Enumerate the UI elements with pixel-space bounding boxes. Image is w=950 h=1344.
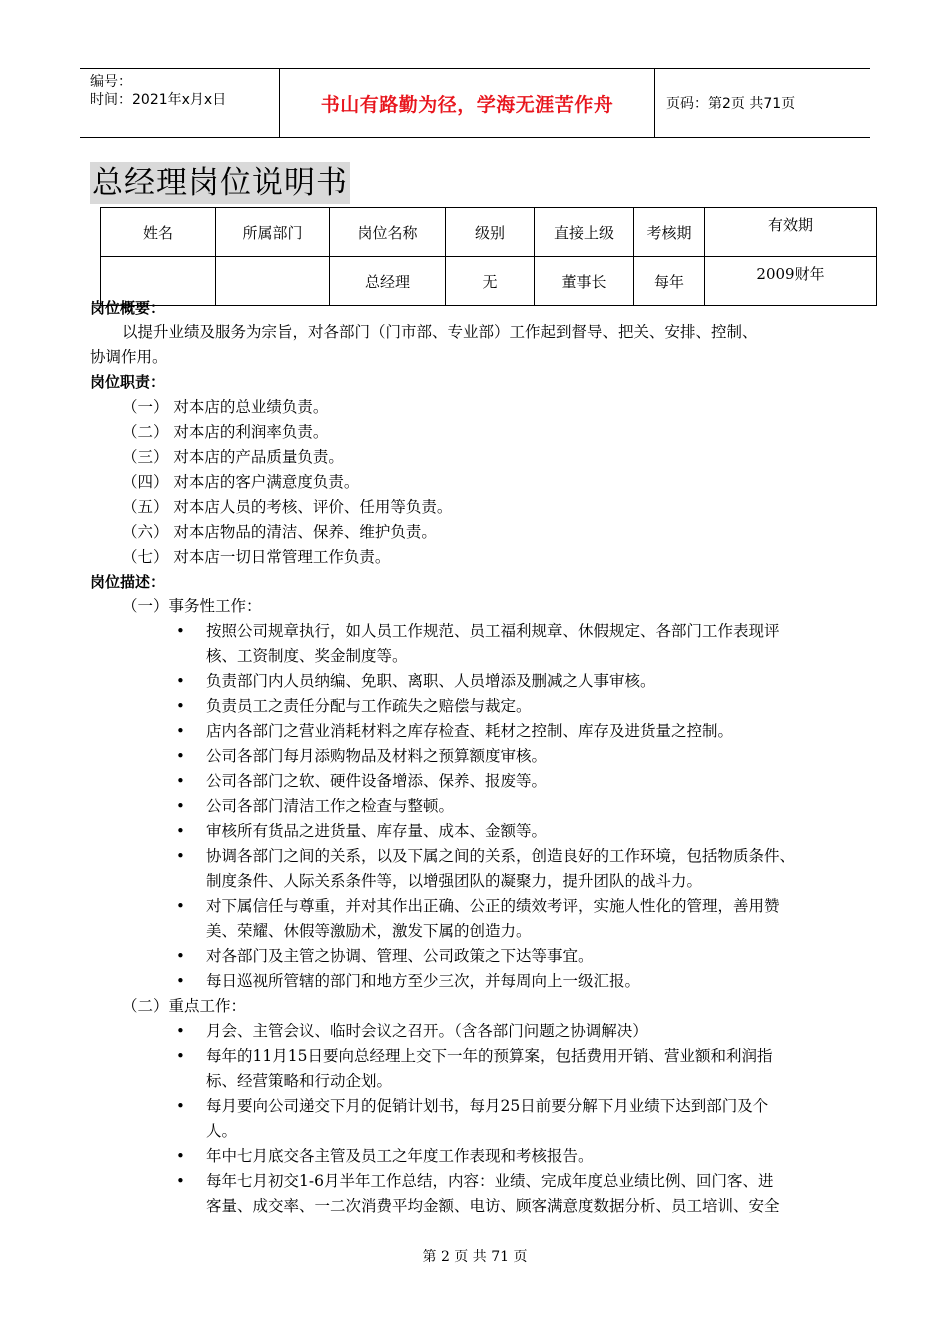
list-item: 负责员工之责任分配与工作疏失之赔偿与裁定。 — [206, 697, 532, 715]
td-validity: 2009财年 — [705, 257, 877, 306]
th-position: 岗位名称 — [330, 208, 446, 257]
bullet-icon: • — [176, 672, 185, 690]
bullet-icon: • — [176, 972, 185, 990]
th-level: 级别 — [446, 208, 535, 257]
th-supervisor: 直接上级 — [535, 208, 634, 257]
list-item: 每年的11月15日要向总经理上交下一年的预算案，包括费用开销、营业额和利润指 标、经营策略和行动企划。 — [206, 1047, 773, 1090]
bullet-icon: • — [176, 947, 185, 965]
duty-item: （三） 对本店的产品质量负责。 — [122, 448, 344, 466]
list-item: 协调各部门之间的关系，以及下属之间的关系，创造良好的工作环境，包括物质条件、 制度条件、人际关系条件等，以增强团队的凝聚力，提升团队的战斗力。 — [206, 847, 796, 890]
bullet-icon: • — [176, 1022, 185, 1040]
list-item: 每日巡视所管辖的部门和地方至少三次，并每周向上一级汇报。 — [206, 972, 641, 990]
list-item: 年中七月底交各主管及员工之年度工作表现和考核报告。 — [206, 1147, 594, 1165]
list-item: 公司各部门之软、硬件设备增添、保养、报废等。 — [206, 772, 548, 790]
td-review-period: 每年 — [634, 257, 705, 306]
duty-item: （六） 对本店物品的清洁、保养、维护负责。 — [122, 523, 437, 541]
td-department — [216, 257, 330, 306]
list-item: 负责部门内人员纳编、免职、离职、人员增添及删减之人事审核。 — [206, 672, 656, 690]
th-review-period: 考核期 — [634, 208, 705, 257]
overview-heading: 岗位概要： — [90, 299, 166, 317]
duty-item: （四） 对本店的客户满意度负责。 — [122, 473, 360, 491]
td-position: 总经理 — [330, 257, 446, 306]
duty-item: （二） 对本店的利润率负责。 — [122, 423, 329, 441]
page-footer: 第 2 页 共 71 页 — [422, 1249, 528, 1265]
overview-line-1: 以提升业绩及服务为宗旨，对各部门（门市部、专业部）工作起到督导、把关、安排、控制、 — [122, 323, 758, 341]
th-department: 所属部门 — [216, 208, 330, 257]
duty-item: （一） 对本店的总业绩负责。 — [122, 398, 329, 416]
td-level: 无 — [446, 257, 535, 306]
bullet-icon: • — [176, 897, 185, 915]
duties-heading: 岗位职责： — [90, 373, 166, 391]
td-supervisor: 董事长 — [535, 257, 634, 306]
bullet-icon: • — [176, 622, 185, 640]
list-item: 对下属信任与尊重，并对其作出正确、公正的绩效考评，实施人性化的管理，善用赞 美、荣耀、休假等激励术，激发下属的创造力。 — [206, 897, 780, 940]
header-page-code: 页码：第2页 共71页 — [666, 96, 796, 112]
description-sub1-heading: （一）事务性工作： — [122, 597, 262, 615]
list-item: 公司各部门每月添购物品及材料之预算额度审核。 — [206, 747, 548, 765]
bullet-icon: • — [176, 697, 185, 715]
list-item: 月会、主管会议、临时会议之召开。（含各部门问题之协调解决） — [206, 1022, 648, 1040]
bullet-icon: • — [176, 1147, 185, 1165]
bullet-icon: • — [176, 722, 185, 740]
list-item: 对各部门及主管之协调、管理、公司政策之下达等事宜。 — [206, 947, 594, 965]
list-item: 审核所有货品之进货量、库存量、成本、金额等。 — [206, 822, 548, 840]
time-text: 时间：2021年x月x日 — [90, 92, 227, 108]
info-table-value-row — [101, 257, 877, 306]
list-item: 每月要向公司递交下月的促销计划书，每月25日前要分解下月业绩下达到部门及个 人。 — [206, 1097, 769, 1140]
page-header — [80, 68, 870, 138]
header-meta — [80, 69, 280, 137]
overview-line-2: 协调作用。 — [90, 348, 168, 366]
bullet-icon: • — [176, 1097, 185, 1115]
bullet-icon: • — [176, 772, 185, 790]
bullet-icon: • — [176, 747, 185, 765]
duty-item: （五） 对本店人员的考核、评价、任用等负责。 — [122, 498, 453, 516]
th-name: 姓名 — [101, 208, 216, 257]
bullet-icon: • — [176, 797, 185, 815]
list-item: 按照公司规章执行，如人员工作规范、员工福利规章、休假规定、各部门工作表现评 核、工资制度、奖金制度等。 — [206, 622, 780, 665]
header-motto: 书山有路勤为径，学海无涯苦作舟 — [280, 69, 655, 137]
list-item: 店内各部门之营业消耗材料之库存检查、耗材之控制、库存及进货量之控制。 — [206, 722, 734, 740]
bullet-icon: • — [176, 822, 185, 840]
description-sub2-heading: （二）重点工作： — [122, 997, 247, 1015]
bullet-icon: • — [176, 847, 185, 865]
list-item: 公司各部门清洁工作之检查与整顿。 — [206, 797, 455, 815]
list-item: 每年七月初交1-6月半年工作总结，内容：业绩、完成年度总业绩比例、回门客、进 客量、成交率、一二次消费平均金额、电访、顾客满意度数据分析、员工培训、安全 — [206, 1172, 780, 1215]
document-title: 总经理岗位说明书 — [90, 162, 350, 204]
bullet-icon: • — [176, 1172, 185, 1190]
duty-item: （七） 对本店一切日常管理工作负责。 — [122, 548, 391, 566]
description-heading: 岗位描述： — [90, 573, 166, 591]
th-validity: 有效期 — [705, 208, 877, 257]
info-table-header-row — [101, 208, 877, 257]
bullet-icon: • — [176, 1047, 185, 1065]
info-table — [100, 207, 877, 306]
number-label: 编号： — [90, 74, 132, 90]
